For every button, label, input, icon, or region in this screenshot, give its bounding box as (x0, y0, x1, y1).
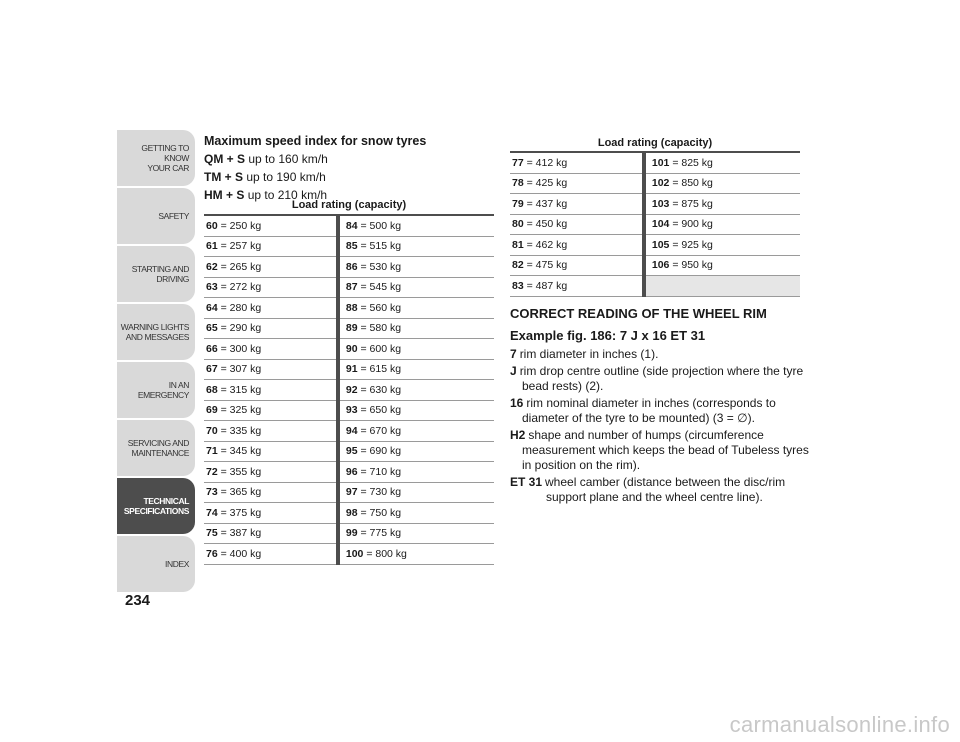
snow-text: up to 210 km/h (247, 188, 328, 202)
load-index: 71 (206, 445, 218, 458)
load-value: = 710 kg (360, 465, 402, 478)
load-index: 81 (512, 238, 524, 251)
load-index: 102 (651, 177, 670, 190)
load-value: = 257 kg (220, 240, 262, 253)
load-value: = 750 kg (360, 506, 402, 519)
load-value: = 500 kg (360, 219, 402, 232)
load-value: = 355 kg (220, 465, 262, 478)
left-cell (204, 236, 338, 257)
load-value: = 560 kg (360, 301, 402, 314)
right-cell (338, 277, 494, 298)
nav-tab-starting-driving[interactable]: STARTING AND DRIVING (117, 246, 195, 302)
rim-text: wheel camber (distance between the disc/rim support plane and the wheel centre line). (545, 475, 786, 504)
right-cell (644, 152, 800, 173)
nav-tab-safety[interactable]: SAFETY (117, 188, 195, 244)
table-row (204, 257, 494, 278)
load-value: = 580 kg (360, 322, 402, 335)
table-row (204, 236, 494, 257)
rim-item (510, 364, 810, 394)
table-row (204, 359, 494, 380)
table-row (510, 152, 800, 173)
load-index: 104 (651, 218, 670, 231)
load-index: 105 (651, 238, 670, 251)
load-index: 92 (345, 383, 358, 396)
rim-item (510, 347, 810, 362)
left-cell (510, 255, 644, 276)
load-value: = 425 kg (526, 177, 568, 190)
load-index: 67 (206, 363, 218, 376)
left-cell (204, 318, 338, 339)
rim-item (510, 475, 810, 505)
load-value: = 365 kg (220, 486, 262, 499)
load-value: = 450 kg (526, 218, 568, 231)
load-value: = 335 kg (220, 424, 262, 437)
table-row (204, 421, 494, 442)
rim-code: ET 31 (510, 475, 543, 489)
right-cell (338, 215, 494, 236)
left-cell (204, 380, 338, 401)
load-value: = 600 kg (360, 342, 402, 355)
load-index: 88 (345, 301, 358, 314)
table-row (510, 194, 800, 215)
left-cell (204, 400, 338, 421)
load-index: 76 (206, 547, 218, 560)
load-value: = 900 kg (672, 218, 713, 231)
right-cell (338, 380, 494, 401)
snow-code: QM + S (204, 152, 246, 166)
right-cell (644, 276, 800, 297)
load-table-2-title: Load rating (capacity) (597, 137, 713, 149)
rim-item (510, 428, 810, 473)
load-value: = 400 kg (220, 547, 262, 560)
load-value: = 387 kg (220, 527, 262, 540)
load-value: = 280 kg (220, 301, 262, 314)
right-cell (338, 298, 494, 319)
load-value: = 650 kg (360, 404, 402, 417)
left-cell (204, 298, 338, 319)
load-index: 85 (345, 240, 358, 253)
load-value: = 265 kg (220, 260, 262, 273)
load-index: 84 (345, 219, 358, 232)
rim-example: Example fig. 186: 7 J x 16 ET 31 (510, 328, 706, 343)
load-value: = 300 kg (220, 342, 262, 355)
load-value: = 690 kg (360, 445, 402, 458)
right-cell (338, 339, 494, 360)
snow-speed-section (204, 132, 426, 204)
right-cell (338, 400, 494, 421)
load-index: 74 (206, 506, 218, 519)
load-index: 65 (206, 322, 218, 335)
nav-tab-technical-specs[interactable]: TECHNICAL SPECIFICATIONS (117, 478, 195, 534)
load-index: 63 (206, 281, 218, 294)
load-value: = 315 kg (220, 383, 262, 396)
table-row (204, 298, 494, 319)
load-index: 73 (206, 486, 218, 499)
load-value: = 307 kg (220, 363, 262, 376)
load-index: 80 (512, 218, 524, 231)
snow-code: HM + S (204, 188, 245, 202)
right-cell (644, 173, 800, 194)
snow-item (204, 168, 426, 186)
snow-code: TM + S (204, 170, 244, 184)
left-cell (204, 215, 338, 236)
load-value: = 290 kg (220, 322, 262, 335)
load-value: = 475 kg (526, 259, 568, 272)
left-cell (204, 277, 338, 298)
table-row (204, 318, 494, 339)
right-cell (338, 359, 494, 380)
load-value: = 850 kg (672, 177, 713, 190)
load-value: = 950 kg (672, 259, 713, 272)
page-number: 234 (125, 592, 151, 609)
load-index: 97 (345, 486, 358, 499)
rim-reading-section (510, 306, 810, 507)
snow-item (204, 150, 426, 168)
rim-heading: CORRECT READING OF THE WHEEL RIM (510, 306, 767, 321)
right-cell (644, 194, 800, 215)
load-value: = 345 kg (220, 445, 262, 458)
right-cell (338, 421, 494, 442)
table-row (204, 544, 494, 565)
load-index: 70 (206, 424, 218, 437)
right-cell (338, 318, 494, 339)
right-cell (644, 255, 800, 276)
load-index: 78 (512, 177, 524, 190)
rim-text: rim diameter in inches (1). (519, 347, 659, 361)
left-cell (204, 339, 338, 360)
left-cell (510, 173, 644, 194)
snow-text: up to 190 km/h (246, 170, 326, 184)
load-value: = 775 kg (360, 527, 402, 540)
load-index: 100 (345, 547, 364, 560)
load-value: = 412 kg (526, 156, 568, 169)
left-cell (510, 194, 644, 215)
load-index: 89 (345, 322, 358, 335)
table-row (204, 503, 494, 524)
load-value: = 487 kg (526, 279, 568, 292)
rim-code: 16 (510, 396, 524, 410)
load-index: 101 (651, 156, 670, 169)
load-value: = 800 kg (366, 547, 407, 560)
nav-tab-getting-to-know[interactable]: GETTING TO KNOW YOUR CAR (117, 130, 195, 186)
left-cell (204, 544, 338, 565)
left-cell (510, 152, 644, 173)
table-row (204, 380, 494, 401)
table-row (204, 339, 494, 360)
rim-code: J (510, 364, 517, 378)
load-index: 62 (206, 260, 218, 273)
load-value: = 615 kg (360, 363, 402, 376)
snow-text: up to 160 km/h (248, 152, 328, 166)
load-value: = 437 kg (526, 197, 568, 210)
snow-heading: Maximum speed index for snow tyres (204, 134, 427, 148)
nav-tab-servicing[interactable]: SERVICING AND MAINTENANCE (117, 420, 195, 476)
table-row (204, 482, 494, 503)
table-row (510, 214, 800, 235)
load-index: 90 (345, 342, 358, 355)
load-index: 61 (206, 240, 218, 253)
table-row (204, 400, 494, 421)
right-cell (338, 462, 494, 483)
right-cell (644, 214, 800, 235)
load-index: 98 (345, 506, 358, 519)
table-row (510, 235, 800, 256)
load-value: = 825 kg (672, 156, 713, 169)
rim-code: H2 (510, 428, 526, 442)
right-cell (338, 441, 494, 462)
load-value: = 250 kg (220, 219, 262, 232)
table-row (204, 462, 494, 483)
rim-code: 7 (510, 347, 517, 361)
load-index: 91 (345, 363, 358, 376)
load-index: 69 (206, 404, 218, 417)
load-index: 64 (206, 301, 218, 314)
left-cell (204, 257, 338, 278)
load-index: 60 (206, 219, 218, 232)
load-index: 96 (345, 465, 358, 478)
load-value: = 545 kg (360, 281, 402, 294)
load-value: = 630 kg (360, 383, 402, 396)
table-row (510, 173, 800, 194)
left-cell (510, 276, 644, 297)
right-cell (338, 503, 494, 524)
load-value: = 272 kg (220, 281, 262, 294)
load-index: 103 (651, 197, 670, 210)
rim-text: rim drop centre outline (side projection where the tyre bead rests) (2). (519, 364, 804, 393)
table-row (510, 255, 800, 276)
load-table-1 (204, 214, 494, 565)
load-value: = 375 kg (220, 506, 262, 519)
load-index: 79 (512, 197, 524, 210)
load-index: 83 (512, 279, 524, 292)
table-row (204, 523, 494, 544)
load-value: = 462 kg (526, 238, 568, 251)
load-index: 94 (345, 424, 358, 437)
load-index: 68 (206, 383, 218, 396)
load-value: = 875 kg (672, 197, 713, 210)
load-table-2 (510, 151, 800, 297)
load-index: 106 (651, 259, 670, 272)
load-index: 66 (206, 342, 218, 355)
left-cell (204, 441, 338, 462)
left-cell (510, 235, 644, 256)
load-index: 99 (345, 527, 358, 540)
load-value: = 515 kg (360, 240, 402, 253)
load-index: 86 (345, 260, 358, 273)
watermark: carmanualsonline.info (729, 712, 950, 737)
load-value: = 730 kg (360, 486, 402, 499)
table-row (204, 215, 494, 236)
left-cell (204, 421, 338, 442)
table-row (510, 276, 800, 297)
right-cell (338, 544, 494, 565)
load-value: = 925 kg (672, 238, 713, 251)
right-cell (644, 235, 800, 256)
load-index: 77 (512, 156, 524, 169)
left-cell (204, 523, 338, 544)
load-index: 93 (345, 404, 358, 417)
section-nav (117, 130, 195, 594)
left-cell (510, 214, 644, 235)
rim-text: shape and number of humps (circumference measurement which keeps the bead of Tubeless tyres in position on the rim). (522, 428, 809, 472)
rim-item (510, 396, 810, 426)
nav-tab-emergency[interactable]: IN AN EMERGENCY (117, 362, 195, 418)
right-cell (338, 236, 494, 257)
load-index: 82 (512, 259, 524, 272)
load-table-1-title: Load rating (capacity) (291, 199, 407, 211)
load-index: 87 (345, 281, 358, 294)
right-cell (338, 257, 494, 278)
rim-text: rim nominal diameter in inches (corresponds to diameter of the tyre to be mounted) (3 = ∅). (522, 396, 776, 425)
right-cell (338, 523, 494, 544)
table-row (204, 277, 494, 298)
load-value: = 325 kg (220, 404, 262, 417)
table-row (204, 441, 494, 462)
load-index: 72 (206, 465, 218, 478)
nav-tab-warning-lights[interactable]: WARNING LIGHTS AND MESSAGES (117, 304, 195, 360)
left-cell (204, 359, 338, 380)
left-cell (204, 503, 338, 524)
right-cell (338, 482, 494, 503)
load-value: = 670 kg (360, 424, 402, 437)
left-cell (204, 482, 338, 503)
left-cell (204, 462, 338, 483)
load-index: 95 (345, 445, 358, 458)
nav-tab-index[interactable]: INDEX (117, 536, 195, 592)
load-index: 75 (206, 527, 218, 540)
load-value: = 530 kg (360, 260, 402, 273)
